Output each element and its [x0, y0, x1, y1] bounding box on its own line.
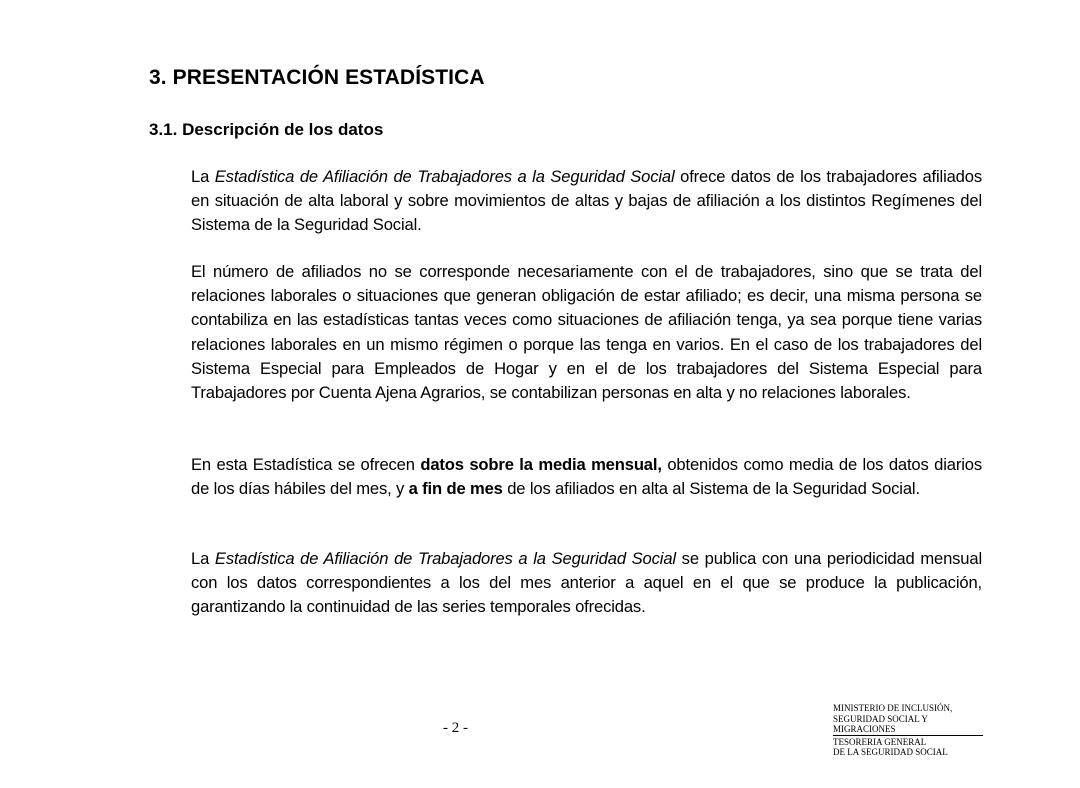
ministry-block-upper	[833, 703, 983, 736]
paragraph-3-bold-b: a fin de mes	[408, 479, 503, 499]
page-number: - 2 -	[443, 720, 468, 736]
ministry-block-lower	[833, 737, 983, 758]
paragraph-1-text-b: ofrece datos de los trabajadores afiliados en situación de alta laboral y sobre movimientos de altas y bajas de afiliación a los distintos Regímenes del Sistema de la Seguridad Social.	[191, 167, 982, 235]
ministry-line-1: MINISTERIO DE INCLUSIÓN,	[833, 703, 953, 713]
paragraph-3-text-a: En esta Estadística se ofrecen	[191, 455, 421, 474]
ministry-line-4: TESORERIA GENERAL	[833, 736, 927, 747]
paragraph-4-text-b: se publica con una periodicidad mensual con los datos correspondientes a los del mes anterior a aquel en el que se produce la publicación, garantizando la continuidad de las series temporales ofrecidas.	[191, 549, 982, 617]
paragraph-3-bold-a: datos sobre la media mensual,	[420, 455, 662, 474]
paragraph-2: El número de afiliados no se corresponde necesariamente con el de trabajadores, sino que se trata del relaciones laborales o situaciones que generan obligación de estar afiliado; es decir, una misma persona se contabiliza en las estadísticas tantas veces como situaciones de afiliación tenga, ya sea porque tiene varias relaciones laborales en un mismo régimen o porque las tenga en varios. En el caso de los trabajadores del Sistema Especial para Empleados de Hogar y en el de los trabajadores del Sistema Especial para Trabajadores por Cuenta Ajena Agrarios, se contabilizan personas en alta y no relaciones laborales.	[191, 262, 982, 403]
paragraph-1-italic: Estadística de Afiliación de Trabajadores a la Seguridad Social	[214, 167, 675, 186]
section-title: 3. PRESENTACIÓN ESTADÍSTICA	[149, 66, 485, 89]
ministry-line-5: DE LA SEGURIDAD SOCIAL	[833, 747, 948, 757]
paragraph-1	[191, 165, 982, 238]
paragraph-4-italic: Estadística de Afiliación de Trabajadores a la Seguridad Social	[214, 549, 676, 568]
paragraph-4	[191, 547, 982, 620]
paragraph-4-text-a: La	[191, 549, 215, 568]
paragraph-1-text-a: La	[191, 167, 215, 186]
subsection-title: 3.1. Descripción de los datos	[149, 120, 384, 139]
ministry-line-2: SEGURIDAD SOCIAL Y	[833, 713, 928, 724]
ministry-line-3: MIGRACIONES	[833, 724, 896, 734]
ministry-footer	[833, 703, 983, 758]
paragraph-3-text-c: de los afiliados en alta al Sistema de la Seguridad Social.	[502, 479, 920, 499]
paragraph-3	[191, 453, 982, 501]
paragraph-3-text-b: obtenidos como media de los datos diarios de los días hábiles del mes, y	[191, 455, 983, 499]
